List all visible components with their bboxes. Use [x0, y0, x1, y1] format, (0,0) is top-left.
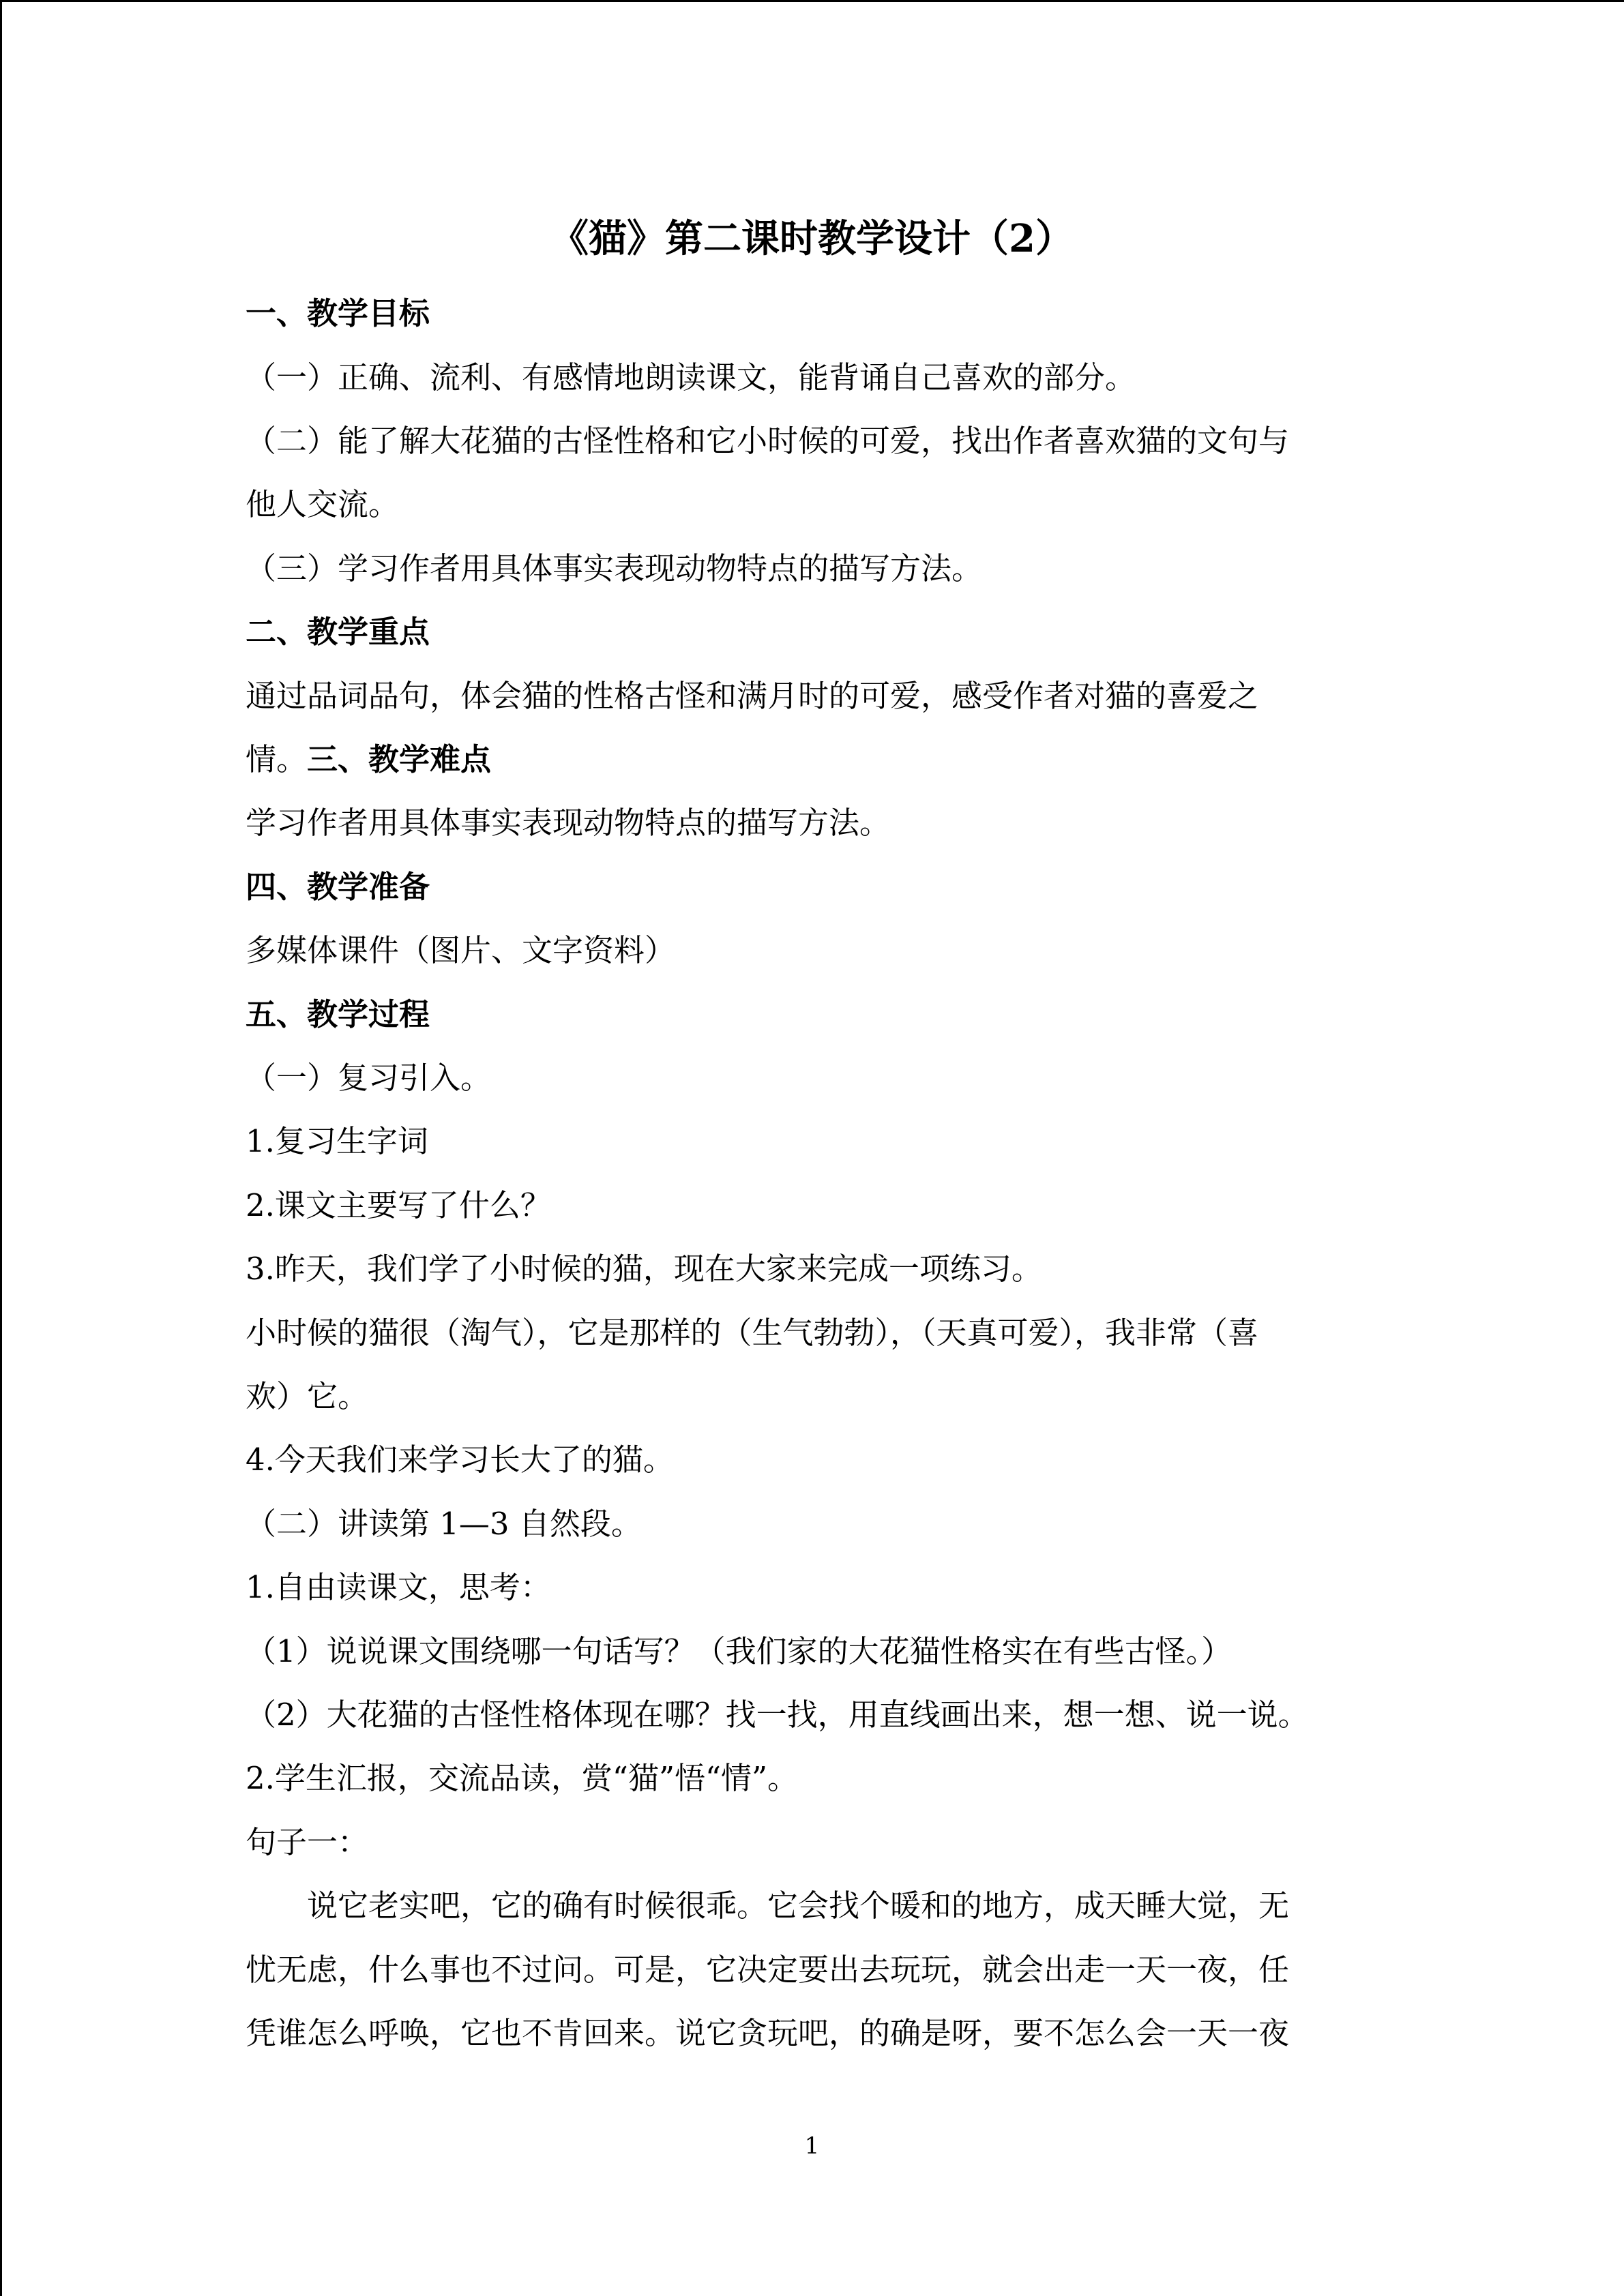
focus-line-2 [246, 738, 491, 781]
question-1: （1）说说课文围绕哪一句话写？（我们家的大花猫性格实在有些古怪。） [246, 1633, 1232, 1669]
heading-teaching-difficulty: 三、教学难点 [307, 741, 492, 777]
process-item-2-2: 2.学生汇报，交流品读，赏“猫”悟“情”。 [246, 1760, 798, 1796]
goal-1: （一）正确、流利、有感情地朗读课文，能背诵自己喜欢的部分。 [246, 359, 1136, 396]
heading-teaching-process: 五、教学过程 [246, 996, 430, 1032]
sentence-1-label: 句子一： [246, 1824, 369, 1860]
heading-teaching-goals: 一、教学目标 [246, 295, 430, 331]
page-number: 1 [804, 2132, 820, 2160]
focus-line-2-text: 情。 [246, 741, 308, 777]
preparation-text: 多媒体课件（图片、文字资料） [246, 932, 676, 968]
process-item-2-1: 1.自由读课文，思考： [246, 1569, 551, 1605]
heading-teaching-focus: 二、教学重点 [246, 614, 430, 650]
heading-teaching-preparation: 四、教学准备 [246, 869, 430, 905]
quote-line-3: 凭谁怎么呼唤，它也不肯回来。说它贪玩吧，的确是呀，要不怎么会一天一夜 [246, 2015, 1290, 2051]
quote-line-2: 忧无虑，什么事也不过问。可是，它决定要出去玩玩，就会出走一天一夜，任 [246, 1952, 1290, 1988]
left-border-line [0, 0, 2, 2296]
process-item-1-2: 2.课文主要写了什么？ [246, 1187, 551, 1223]
goal-3: （三）学习作者用具体事实表现动物特点的描写方法。 [246, 550, 983, 586]
exercise-line-1: 小时候的猫很（淘气），它是那样的（生气勃勃），（天真可爱），我非常（喜 [246, 1315, 1259, 1351]
goal-2-line-1: （二）能了解大花猫的古怪性格和它小时候的可爱，找出作者喜欢猫的文句与 [246, 423, 1290, 459]
quote-line-1: 说它老实吧，它的确有时候很乖。它会找个暖和的地方，成天睡大觉，无 [307, 1888, 1290, 1924]
top-border-line [0, 0, 1624, 2]
process-step-2: （二）讲读第 1—3 自然段。 [246, 1506, 642, 1542]
process-item-1-1: 1.复习生字词 [246, 1123, 428, 1159]
exercise-line-2: 欢）它。 [246, 1378, 369, 1414]
process-item-1-3: 3.昨天，我们学了小时候的猫，现在大家来完成一项练习。 [246, 1251, 1042, 1287]
document-title: 《猫》第二课时教学设计（2） [550, 216, 1074, 261]
process-item-1-4: 4.今天我们来学习长大了的猫。 [246, 1442, 674, 1478]
goal-2-line-2: 他人交流。 [246, 486, 400, 522]
difficulty-text: 学习作者用具体事实表现动物特点的描写方法。 [246, 805, 891, 841]
question-2: （2）大花猫的古怪性格体现在哪？找一找，用直线画出来，想一想、说一说。 [246, 1697, 1309, 1733]
focus-line-1: 通过品词品句，体会猫的性格古怪和满月时的可爱，感受作者对猫的喜爱之 [246, 678, 1259, 714]
process-step-1: （一）复习引入。 [246, 1060, 492, 1096]
